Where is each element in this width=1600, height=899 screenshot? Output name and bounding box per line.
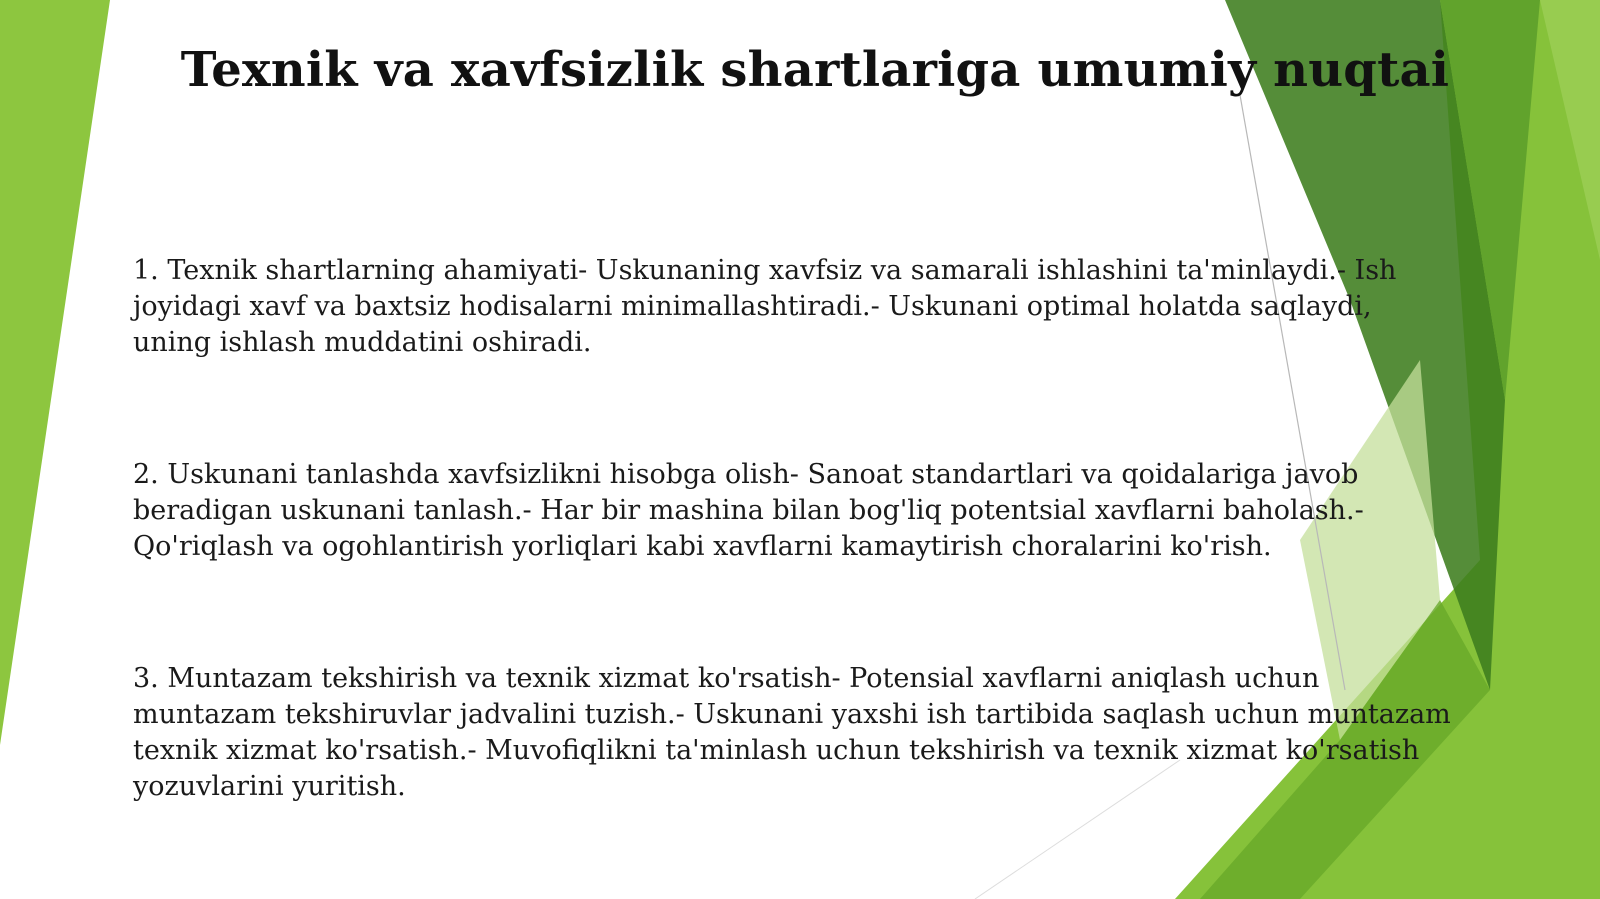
list-item — [133, 457, 1364, 565]
list-item-line: joyidagi xavf va baxtsiz hodisalarni minimallashtiradi.- Uskunani optimal holatda saqlaydi, — [133, 291, 1372, 322]
list-item-line: muntazam tekshiruvlar jadvalini tuzish.- Uskunani yaxshi ish tartibida saqlash uchun muntazam — [133, 699, 1451, 730]
list-item — [133, 253, 1396, 361]
list-item-line: uning ishlash muddatini oshiradi. — [133, 327, 592, 358]
list-item-line: 1. Texnik shartlarning ahamiyati- Uskunaning xavfsiz va samarali ishlashini ta'minlaydi.- Ish — [133, 255, 1397, 286]
list-item-line: beradigan uskunani tanlash.- Har bir mashina bilan bog'liq potentsial xavflarni baholash.- — [133, 495, 1364, 526]
list-item — [133, 661, 1451, 805]
list-item-line: texnik xizmat ko'rsatish.- Muvofiqlikni ta'minlash uchun tekshirish va texnik xizmat ko'rsatish — [133, 735, 1420, 766]
list-item-line: yozuvlarini yuritish. — [133, 771, 406, 802]
list-item-line: 3. Muntazam tekshirish va texnik xizmat ko'rsatish- Potensial xavflarni aniqlash uchun — [133, 663, 1320, 694]
slide-title: Texnik va xavfsizlik shartlariga umumiy nuqtai — [180, 42, 1450, 98]
list-item-line: 2. Uskunani tanlashda xavfsizlikni hisobga olish- Sanoat standartlari va qoidalariga javob — [133, 459, 1359, 490]
left-green-shape — [0, 0, 110, 745]
list-item-line: Qo'riqlash va ogohlantirish yorliqlari kabi xavflarni kamaytirish choralarini ko'rish. — [133, 531, 1272, 562]
